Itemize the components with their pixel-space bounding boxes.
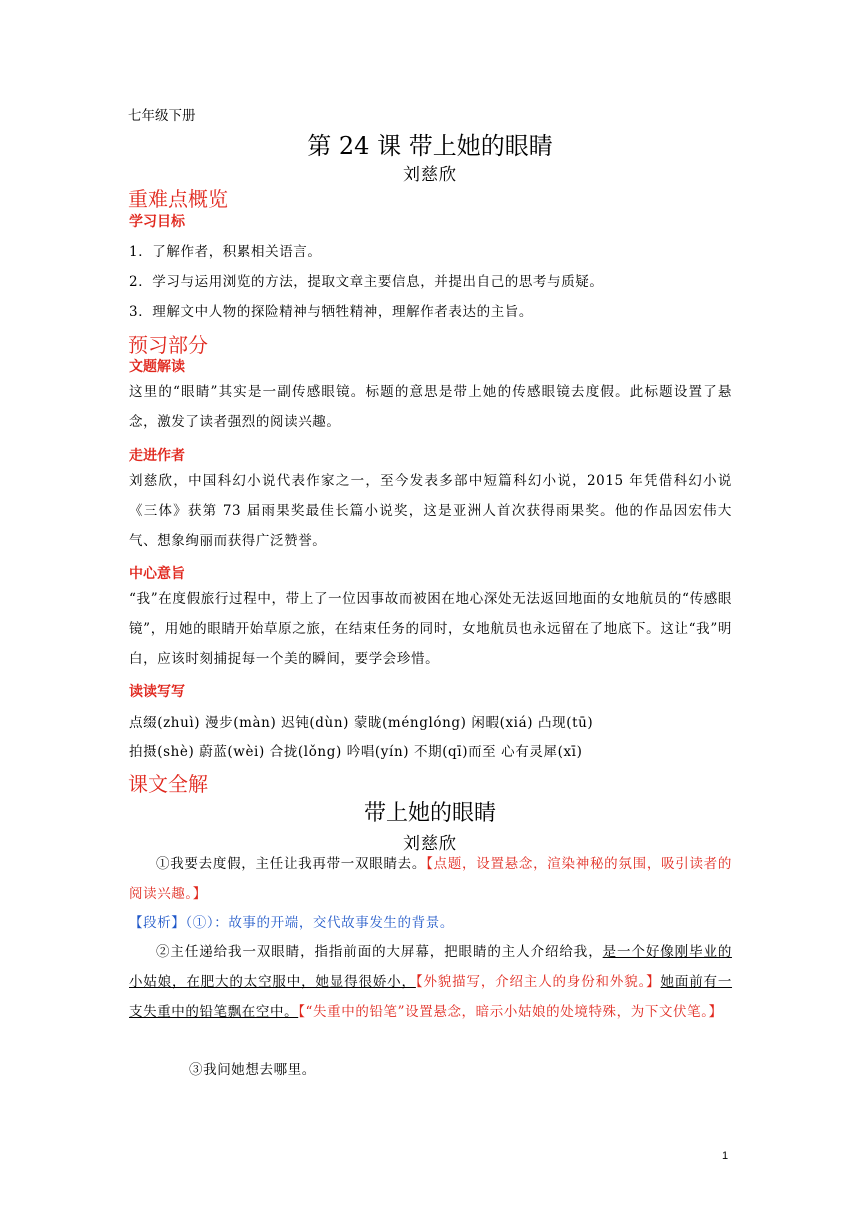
paragraph-text: ②主任递给我一双眼睛，指指前面的大屏幕，把眼睛的主人介绍给我， [156,944,603,960]
subheading-vocab: 读读写写 [129,684,185,700]
analysis-text: ：故事的开端，交代故事发生的背景。 [214,915,454,931]
analysis-label: 【段析】 [129,915,186,931]
underlined-text: 是一个好像刚毕业的小姑娘，在肥大的太空服中，她显得很娇小， [129,944,732,990]
subheading-title-explain: 文题解读 [129,359,185,375]
theme-text: “我”在度假旅行过程中，带上了一位因事故而被困在地心深处无法返回地面的女地航员的“传感眼镜”，用她的眼睛开始草原之旅，在结束任务的同时，女地航员也永远留在了地底下。这让“我”明白，应该时刻捕捉每一个美的瞬间，要学会珍惜。 [129,591,732,667]
subheading-author: 走进作者 [129,448,185,464]
paragraph-2 [129,937,732,1027]
lesson-title: 第 24 课 带上她的眼睛 [307,132,553,160]
goal-item: 2．学习与运用浏览的方法，提取文章主要信息，并提出自己的思考与质疑。 [129,274,604,290]
text-author: 刘慈欣 [403,834,457,854]
goal-item: 3．理解文中人物的探险精神与牺牲精神，理解作者表达的主旨。 [129,304,533,320]
paragraph-3: ③我问她想去哪里。 [189,1062,316,1078]
annotation: 【点题，设置悬念，渲染神秘的氛围，吸引读者的阅读兴趣。】 [129,856,732,902]
lesson-author: 刘慈欣 [403,165,457,185]
section-heading-overview: 重难点概览 [128,187,228,211]
subheading-goals: 学习目标 [129,214,185,230]
underlined-text: 她面前有一支失重中的铅笔飘在空中。 [129,974,733,1020]
author-text: 刘慈欣，中国科幻小说代表作家之一，至今发表多部中短篇科幻小说，2015 年凭借科幻小说《三体》获第 73 届雨果奖最佳长篇小说奖，这是亚洲人首次获得雨果奖。他的作品因宏伟大气、想象绚丽而获得广泛赞誉。 [129,473,732,549]
grade-label: 七年级下册 [128,108,196,124]
page-number: 1 [722,1150,729,1162]
vocab-line: 拍摄(shè) 蔚蓝(wèi) 合拢(lǒng) 吟唱(yín) 不期(qī)而至 心有灵犀(xī) [129,744,583,760]
paragraph-analysis [129,908,732,938]
annotation: 【外貌描写，介绍主人的身份和外貌。】 [415,974,661,990]
section-heading-preview: 预习部分 [128,333,208,357]
section-heading-text: 课文全解 [128,772,208,796]
title-explain-text: 这里的“眼睛”其实是一副传感眼镜。标题的意思是带上她的传感眼镜去度假。此标题设置了悬念，激发了读者强烈的阅读兴趣。 [129,384,732,430]
subheading-theme: 中心意旨 [129,566,185,582]
paragraph-1 [129,849,732,909]
goal-item: 1．了解作者，积累相关语言。 [129,244,322,260]
paragraph-text: ①我要去度假，主任让我再带一双眼睛去。 [156,856,427,872]
analysis-number: （①） [185,915,215,931]
text-title: 带上她的眼睛 [363,801,496,826]
annotation: 【“失重中的铅笔”设置悬念，暗示小姑娘的处境特殊，为下文伏笔。】 [298,1004,723,1020]
vocab-line: 点缀(zhuì) 漫步(màn) 迟钝(dùn) 蒙眬(ménglóng) 闲暇(xiá) 凸现(tū) [129,715,594,731]
